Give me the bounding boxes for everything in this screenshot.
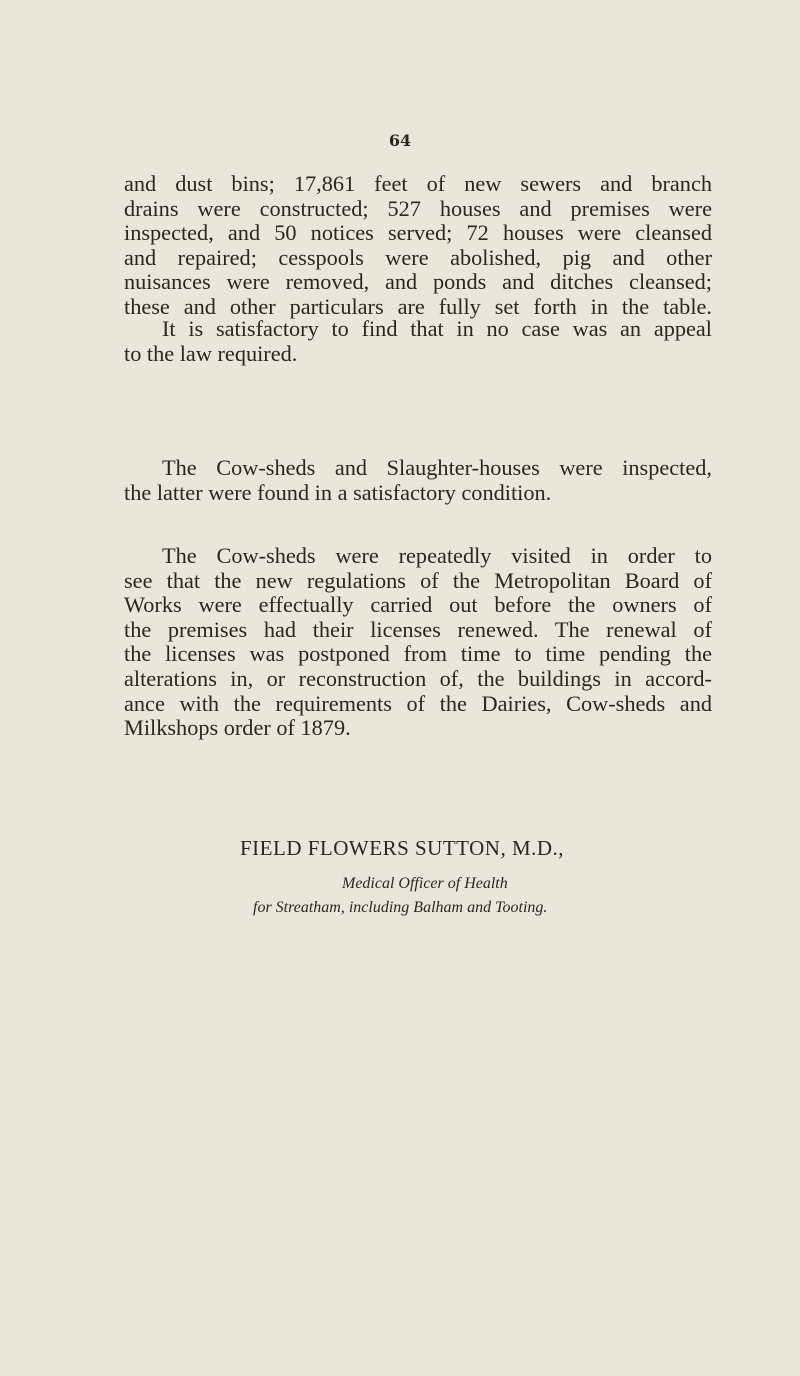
text-line: Milkshops order of 1879. bbox=[124, 715, 351, 741]
text-line: the latter were found in a satisfactory condition. bbox=[124, 479, 552, 505]
text-line: the licenses was postponed from time to time pending the bbox=[124, 641, 712, 667]
page-number: 64 bbox=[388, 131, 412, 150]
text-line: inspected, and 50 notices served; 72 houses were cleansed bbox=[124, 220, 712, 246]
signature-title-line-1: Medical Officer of Health bbox=[342, 875, 508, 892]
text-line: to the law required. bbox=[124, 340, 298, 366]
paragraph-4 bbox=[124, 544, 712, 741]
text-line: Works were effectually carried out before the owners of bbox=[124, 592, 712, 618]
text-line: drains were constructed; 527 houses and premises were bbox=[124, 195, 712, 221]
signature-name: FIELD FLOWERS SUTTON, M.D., bbox=[240, 836, 565, 860]
signature-title-line-2: for Streatham, including Balham and Tooting. bbox=[253, 899, 548, 916]
text-line: alterations in, or reconstruction of, the buildings in accord- bbox=[124, 665, 712, 691]
text-line: and repaired; cesspools were abolished, pig and other bbox=[124, 244, 712, 270]
text-line: the premises had their licenses renewed. The renewal of bbox=[124, 616, 712, 642]
text-line: nuisances were removed, and ponds and ditches cleansed; bbox=[124, 269, 712, 295]
paragraph-1 bbox=[124, 172, 712, 320]
text-line: The Cow-sheds were repeatedly visited in order to bbox=[162, 543, 712, 568]
paragraph-3 bbox=[124, 456, 712, 505]
text-line: these and other particulars are fully set forth in the table. bbox=[124, 293, 712, 319]
text-line: see that the new regulations of the Metropolitan Board of bbox=[124, 567, 712, 593]
paragraph-2 bbox=[124, 317, 712, 366]
text-line: It is satisfactory to find that in no case was an appeal bbox=[162, 316, 712, 341]
text-line: and dust bins; 17,861 feet of new sewers and branch bbox=[124, 171, 712, 196]
text-line: The Cow-sheds and Slaughter-houses were inspected, bbox=[162, 455, 712, 480]
text-line: ance with the requirements of the Dairies, Cow-sheds and bbox=[124, 690, 712, 716]
